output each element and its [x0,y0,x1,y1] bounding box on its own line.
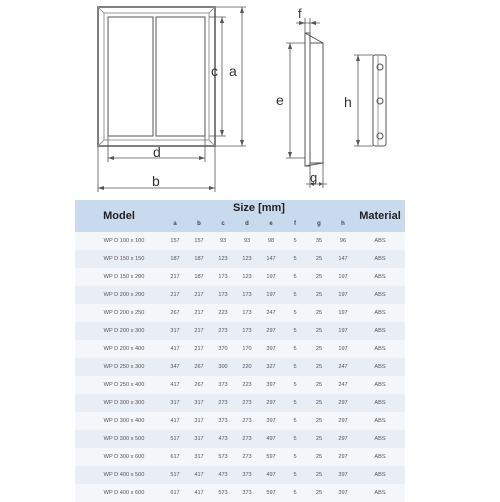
size-cell-a: 617 [163,484,187,502]
size-cell-h: 197 [331,286,355,304]
hinge-strip [373,55,386,146]
size-cell-f: 5 [283,484,307,502]
size-cell-g: 25 [307,394,331,412]
model-cell: WP D 300 x 500 [75,430,163,448]
size-cell-d: 273 [235,394,259,412]
material-cell: ABS [355,232,405,250]
table-row [75,286,405,304]
size-cell-b: 267 [187,358,211,376]
size-cell-e: 397 [259,412,283,430]
size-cell-f: 5 [283,268,307,286]
size-cell-d: 273 [235,430,259,448]
size-cell-b: 267 [187,376,211,394]
material-cell: ABS [355,430,405,448]
hinge-view [373,55,386,146]
size-cell-g: 25 [307,268,331,286]
size-cell-e: 297 [259,322,283,340]
size-column-header-b: b [187,216,211,232]
label-c: c [211,63,218,79]
size-cell-d: 273 [235,412,259,430]
material-cell: ABS [355,340,405,358]
label-g: g [310,170,318,185]
side-view [305,33,323,166]
model-cell: WP D 200 x 300 [75,322,163,340]
size-cell-a: 157 [163,232,187,250]
size-cell-c: 273 [211,394,235,412]
material-cell: ABS [355,322,405,340]
size-cell-d: 373 [235,466,259,484]
size-cell-c: 273 [211,322,235,340]
size-cell-f: 5 [283,358,307,376]
size-cell-a: 217 [163,286,187,304]
model-cell: WP D 250 x 400 [75,376,163,394]
material-header: Material [355,200,405,232]
size-column-header-c: c [211,216,235,232]
label-d: d [153,144,161,160]
size-cell-a: 517 [163,430,187,448]
material-cell: ABS [355,466,405,484]
material-cell: ABS [355,376,405,394]
size-cell-b: 317 [187,394,211,412]
size-cell-e: 497 [259,430,283,448]
material-cell: ABS [355,304,405,322]
table-row [75,376,405,394]
size-column-header-h: h [331,216,355,232]
table-row [75,250,405,268]
model-cell: WP D 200 x 400 [75,340,163,358]
size-cell-f: 5 [283,250,307,268]
size-table-body [75,232,405,502]
size-cell-d: 123 [235,268,259,286]
model-header: Model [75,200,163,232]
model-cell: WP D 300 x 400 [75,412,163,430]
size-table [75,200,405,502]
size-cell-h: 297 [331,430,355,448]
size-cell-e: 597 [259,484,283,502]
table-row [75,430,405,448]
size-cell-f: 5 [283,412,307,430]
size-cell-d: 93 [235,232,259,250]
size-cell-h: 397 [331,484,355,502]
table-row [75,466,405,484]
size-cell-d: 223 [235,376,259,394]
size-cell-d: 273 [235,448,259,466]
size-cell-b: 217 [187,304,211,322]
size-cell-h: 197 [331,268,355,286]
size-cell-h: 197 [331,322,355,340]
size-cell-c: 93 [211,232,235,250]
material-cell: ABS [355,268,405,286]
size-cell-e: 497 [259,466,283,484]
size-cell-h: 297 [331,412,355,430]
size-column-header-d: d [235,216,259,232]
size-cell-c: 223 [211,304,235,322]
size-cell-g: 35 [307,232,331,250]
size-cell-b: 217 [187,322,211,340]
size-cell-a: 417 [163,340,187,358]
size-cell-a: 187 [163,250,187,268]
side-view-flange [305,33,310,166]
side-view-flange-top [305,33,323,43]
table-row [75,268,405,286]
size-cell-c: 373 [211,412,235,430]
size-cell-g: 25 [307,466,331,484]
size-cell-e: 197 [259,268,283,286]
size-cell-b: 187 [187,250,211,268]
hinge-dimensions [354,55,373,146]
front-view-corner-bl [98,140,104,146]
front-view-door-left [108,17,153,136]
model-cell: WP D 300 x 600 [75,448,163,466]
size-cell-e: 597 [259,448,283,466]
size-cell-h: 147 [331,250,355,268]
size-cell-g: 25 [307,304,331,322]
table-row [75,340,405,358]
size-cell-h: 247 [331,358,355,376]
size-cell-a: 417 [163,376,187,394]
size-cell-c: 373 [211,376,235,394]
size-cell-g: 25 [307,430,331,448]
size-cell-d: 220 [235,358,259,376]
table-row [75,304,405,322]
label-f: f [298,6,302,21]
model-cell: WP D 200 x 250 [75,304,163,322]
size-column-header-f: f [283,216,307,232]
table-row [75,394,405,412]
size-cell-h: 197 [331,304,355,322]
size-cell-a: 517 [163,466,187,484]
front-view-corner-tl [98,7,104,13]
size-cell-h: 397 [331,466,355,484]
size-cell-a: 267 [163,304,187,322]
table-row [75,448,405,466]
size-cell-f: 5 [283,286,307,304]
size-cell-c: 300 [211,358,235,376]
size-column-header-e: e [259,216,283,232]
size-cell-e: 397 [259,340,283,358]
table-row [75,412,405,430]
table-row [75,322,405,340]
size-cell-h: 96 [331,232,355,250]
size-cell-b: 217 [187,340,211,358]
material-cell: ABS [355,484,405,502]
table-row [75,358,405,376]
size-cell-a: 347 [163,358,187,376]
size-cell-b: 417 [187,466,211,484]
size-cell-h: 197 [331,340,355,358]
size-cell-f: 5 [283,376,307,394]
size-cell-b: 317 [187,412,211,430]
size-cell-a: 417 [163,412,187,430]
model-cell: WP D 150 x 200 [75,268,163,286]
label-a: a [229,63,237,79]
size-cell-b: 217 [187,286,211,304]
table-row [75,232,405,250]
material-cell: ABS [355,412,405,430]
model-cell: WP D 300 x 300 [75,394,163,412]
size-cell-b: 187 [187,268,211,286]
label-e: e [276,92,284,108]
technical-drawing [0,0,500,200]
size-header: Size [mm] [163,200,355,216]
size-cell-f: 5 [283,340,307,358]
size-cell-e: 297 [259,394,283,412]
size-cell-e: 147 [259,250,283,268]
size-cell-d: 173 [235,322,259,340]
size-cell-f: 5 [283,232,307,250]
size-cell-d: 173 [235,286,259,304]
size-cell-c: 123 [211,250,235,268]
size-cell-g: 25 [307,250,331,268]
label-h: h [344,94,352,110]
size-cell-h: 297 [331,394,355,412]
size-cell-a: 317 [163,322,187,340]
size-cell-f: 5 [283,394,307,412]
size-cell-c: 370 [211,340,235,358]
size-cell-g: 25 [307,484,331,502]
size-cell-f: 5 [283,322,307,340]
front-view-door-right [156,17,205,136]
front-view-corner-br [209,140,215,146]
size-cell-b: 317 [187,430,211,448]
size-cell-b: 417 [187,484,211,502]
size-cell-h: 297 [331,448,355,466]
material-cell: ABS [355,286,405,304]
size-cell-g: 25 [307,286,331,304]
size-cell-e: 98 [259,232,283,250]
size-cell-a: 317 [163,394,187,412]
size-cell-g: 25 [307,448,331,466]
size-cell-c: 173 [211,286,235,304]
size-cell-c: 473 [211,430,235,448]
size-cell-g: 25 [307,358,331,376]
model-cell: WP D 400 x 600 [75,484,163,502]
size-cell-e: 197 [259,286,283,304]
size-cell-d: 170 [235,340,259,358]
size-cell-f: 5 [283,304,307,322]
size-cell-c: 573 [211,484,235,502]
size-cell-h: 247 [331,376,355,394]
size-cell-a: 617 [163,448,187,466]
size-cell-e: 247 [259,304,283,322]
model-cell: WP D 250 x 300 [75,358,163,376]
table-row [75,484,405,502]
size-cell-g: 25 [307,322,331,340]
label-b: b [152,173,160,189]
size-column-header-g: g [307,216,331,232]
size-column-header-a: a [163,216,187,232]
size-cell-d: 123 [235,250,259,268]
model-cell: WP D 200 x 200 [75,286,163,304]
size-cell-g: 25 [307,340,331,358]
size-cell-c: 473 [211,466,235,484]
material-cell: ABS [355,250,405,268]
size-cell-f: 5 [283,466,307,484]
front-view-dimensions [98,7,246,192]
model-cell: WP D 100 x 100 [75,232,163,250]
model-cell: WP D 150 x 150 [75,250,163,268]
material-cell: ABS [355,448,405,466]
model-cell: WP D 400 x 500 [75,466,163,484]
size-cell-f: 5 [283,430,307,448]
size-cell-c: 573 [211,448,235,466]
size-cell-b: 157 [187,232,211,250]
material-cell: ABS [355,358,405,376]
size-cell-c: 173 [211,268,235,286]
size-cell-d: 373 [235,484,259,502]
side-view-body [310,43,323,163]
size-cell-d: 173 [235,304,259,322]
size-cell-g: 25 [307,412,331,430]
size-cell-e: 327 [259,358,283,376]
front-view-corner-tr [209,7,215,13]
front-view [98,7,215,146]
material-cell: ABS [355,394,405,412]
size-cell-b: 317 [187,448,211,466]
size-cell-f: 5 [283,448,307,466]
size-cell-g: 25 [307,376,331,394]
size-cell-a: 217 [163,268,187,286]
size-cell-e: 397 [259,376,283,394]
